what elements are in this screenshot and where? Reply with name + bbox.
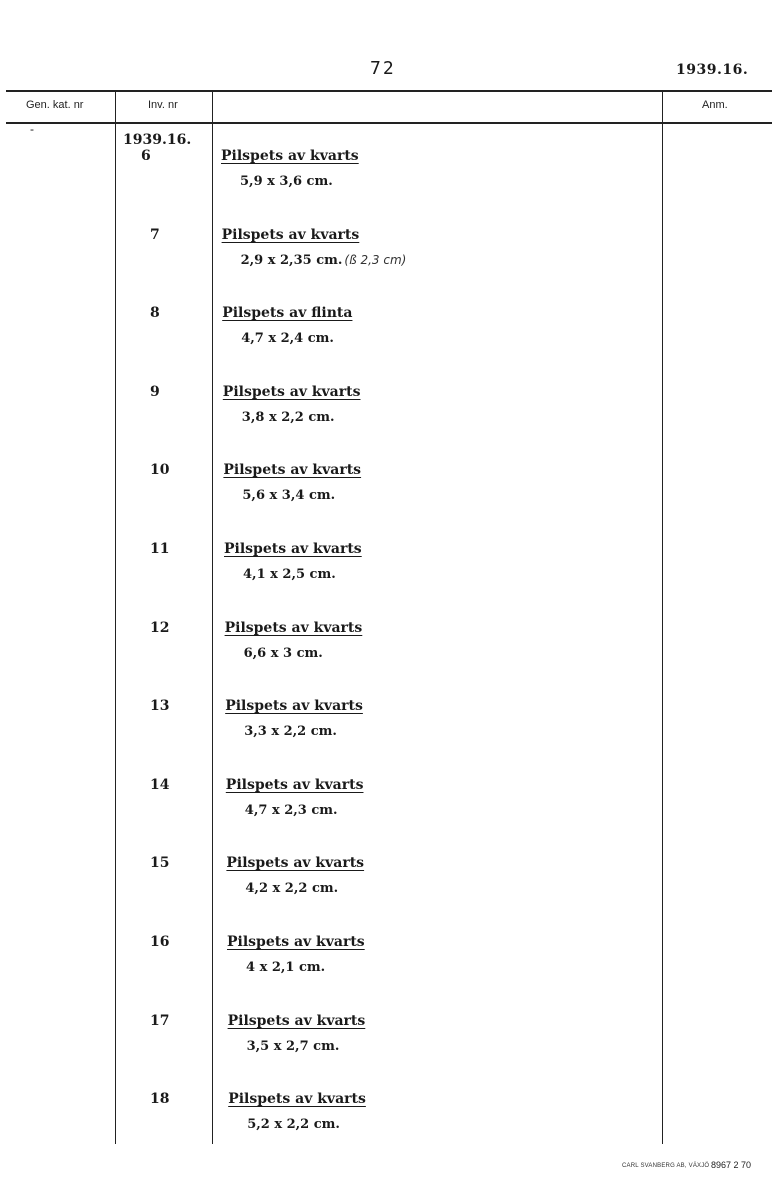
gen-kat-mark: - [30,122,34,136]
dimensions-text: 4,1 x 2,5 cm. [243,567,336,582]
inv-number: 13 [150,698,170,715]
object-description: Pilspets av kvarts [227,1012,366,1029]
object-dimensions [242,410,335,425]
object-description: Pilspets av kvarts [223,462,362,479]
object-dimensions [247,1117,340,1132]
column-header-gen-kat: Gen. kat. nr [26,99,84,111]
object-description: Pilspets av kvarts [221,226,360,243]
ledger-row [0,1013,781,1073]
ledger-row [0,620,781,680]
column-header-anm: Anm. [702,99,728,111]
header-rule-bottom [6,122,772,124]
object-dimensions [244,646,323,661]
printer-imprint: CARL SVANBERG AB, VÄXJÖ [622,1163,710,1169]
inv-number: 8 [150,305,160,322]
object-description: Pilspets av kvarts [225,776,364,793]
ledger-row [0,305,781,365]
ledger-row [0,227,781,287]
object-dimensions [247,1039,340,1054]
object-dimensions [244,724,337,739]
ledger-row [0,462,781,522]
object-description: Pilspets av kvarts [224,619,363,636]
object-description: Pilspets av kvarts [226,855,365,872]
series-number-top: 1939.16. [676,62,749,78]
dimensions-text: 3,5 x 2,7 cm. [246,1038,340,1054]
object-dimensions [240,174,333,189]
ledger-row [0,777,781,837]
inv-number: 12 [150,619,170,636]
ledger-row [0,698,781,758]
object-dimensions [246,960,325,975]
dimensions-text: 2,9 x 2,35 cm. [240,252,343,268]
object-description: Pilspets av kvarts [222,383,361,400]
dimensions-text: 4,7 x 2,4 cm. [241,331,334,347]
object-dimensions [241,331,334,346]
dimensions-text: 4,2 x 2,2 cm. [245,881,339,897]
column-header-inv: Inv. nr [148,99,178,111]
dimensions-text: 5,2 x 2,2 cm. [247,1117,340,1133]
inv-series-prefix: 1939.16. [123,132,192,148]
page-number: 72 [370,58,396,79]
dimensions-text: 4,7 x 2,3 cm. [244,802,338,818]
inv-number: 15 [150,855,170,872]
ledger-row [0,384,781,444]
inv-number: 9 [150,383,160,400]
inv-number: 18 [150,1091,170,1108]
object-description: Pilspets av kvarts [221,148,359,164]
inv-number: 11 [150,541,170,557]
inv-number: 10 [150,462,170,479]
ledger-row [0,934,781,994]
object-description: Pilspets av kvarts [228,1091,366,1108]
inv-number: 7 [150,226,160,243]
dimensions-text: 3,8 x 2,2 cm. [241,409,335,425]
ledger-row [0,148,781,208]
ledger-row [0,541,781,601]
inv-number: 16 [150,934,170,950]
object-dimensions [243,567,336,582]
handwritten-note: (ß 2,3 cm) [344,252,407,267]
inv-number: 6 [141,148,151,164]
header-rule-top [6,90,772,92]
inv-number: 17 [150,1012,170,1029]
object-description: Pilspets av kvarts [225,698,363,715]
object-description: Pilspets av kvarts [227,934,365,950]
ledger-row [0,1091,781,1151]
form-code: 8967 2 70 [711,1160,752,1170]
object-description: Pilspets av kvarts [224,541,362,557]
dimensions-text: 3,3 x 2,2 cm. [244,724,337,740]
dimensions-text: 6,6 x 3 cm. [243,645,323,661]
dimensions-text: 5,6 x 3,4 cm. [242,488,336,504]
object-dimensions [245,881,338,896]
object-dimensions [241,253,407,268]
object-description: Pilspets av flinta [222,305,353,322]
inv-number: 14 [150,776,170,793]
object-dimensions [245,803,338,818]
dimensions-text: 5,9 x 3,6 cm. [240,174,333,189]
object-dimensions [242,488,335,503]
ledger-row [0,855,781,915]
dimensions-text: 4 x 2,1 cm. [246,960,326,975]
